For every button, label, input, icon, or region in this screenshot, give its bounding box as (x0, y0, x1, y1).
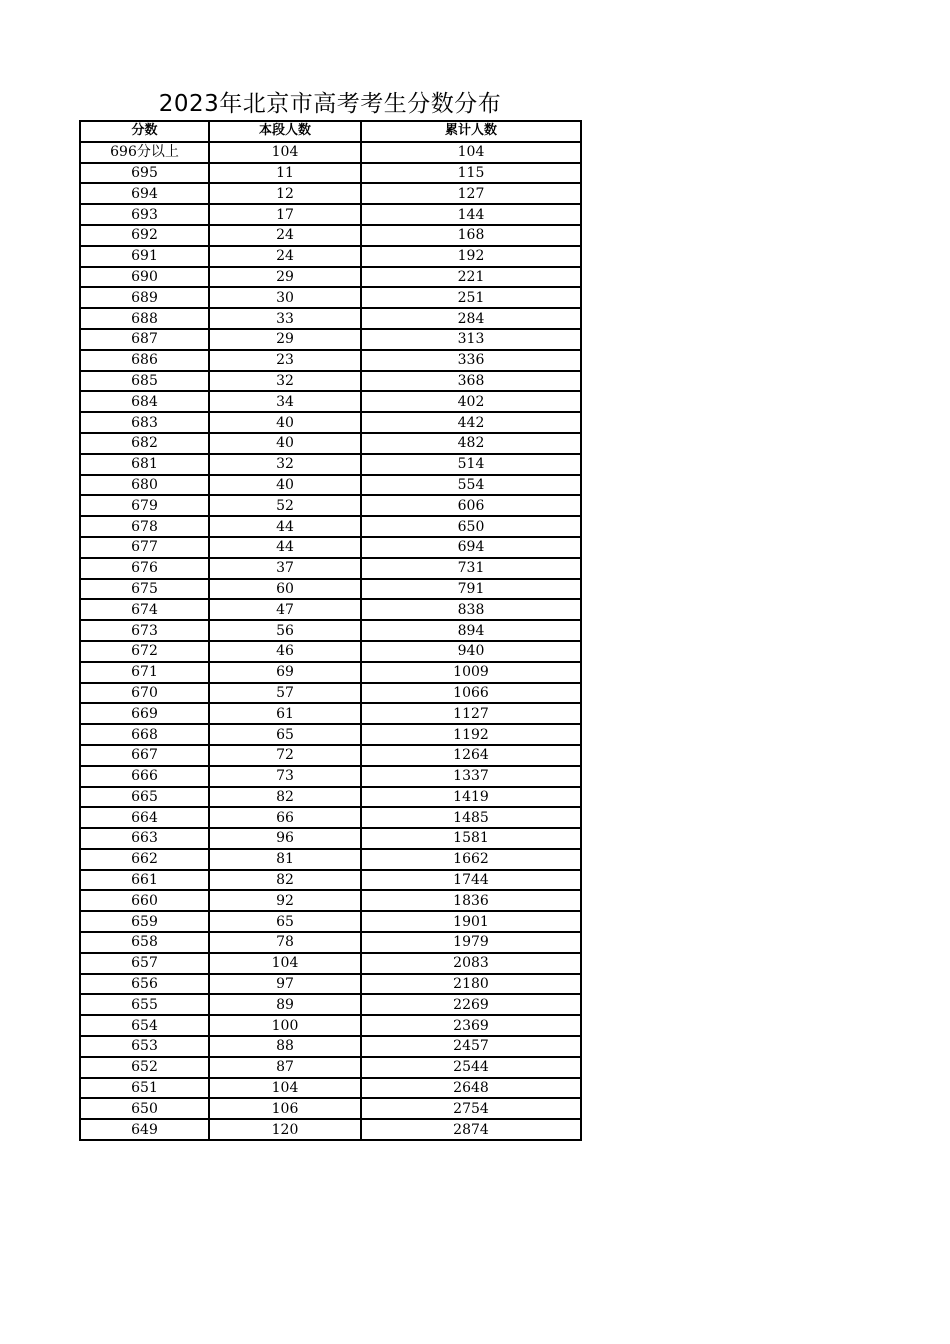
segment-count-cell: 24 (209, 246, 361, 267)
score-cell: 670 (80, 683, 209, 704)
table-row (80, 516, 581, 537)
cumulative-count-cell: 940 (361, 641, 581, 662)
cumulative-count-cell: 2180 (361, 974, 581, 995)
score-cell: 655 (80, 994, 209, 1015)
table-row (80, 994, 581, 1015)
score-cell: 681 (80, 454, 209, 475)
cumulative-count-cell: 1662 (361, 849, 581, 870)
cumulative-count-cell: 284 (361, 308, 581, 329)
cumulative-count-cell: 1127 (361, 703, 581, 724)
cumulative-count-cell: 791 (361, 579, 581, 600)
score-cell: 668 (80, 724, 209, 745)
table-row (80, 1036, 581, 1057)
cumulative-count-cell: 1419 (361, 787, 581, 808)
table-row (80, 703, 581, 724)
segment-count-cell: 29 (209, 267, 361, 288)
score-cell: 684 (80, 391, 209, 412)
score-cell: 654 (80, 1015, 209, 1036)
score-cell: 683 (80, 412, 209, 433)
score-cell: 676 (80, 558, 209, 579)
column-header-cumulative-count: 累计人数 (361, 121, 581, 142)
table-row (80, 267, 581, 288)
table-row (80, 890, 581, 911)
cumulative-count-cell: 2874 (361, 1119, 581, 1140)
cumulative-count-cell: 104 (361, 142, 581, 163)
segment-count-cell: 32 (209, 371, 361, 392)
score-cell: 659 (80, 911, 209, 932)
segment-count-cell: 37 (209, 558, 361, 579)
cumulative-count-cell: 336 (361, 350, 581, 371)
segment-count-cell: 40 (209, 412, 361, 433)
cumulative-count-cell: 482 (361, 433, 581, 454)
table-row (80, 932, 581, 953)
score-cell: 677 (80, 537, 209, 558)
table-row (80, 433, 581, 454)
segment-count-cell: 32 (209, 454, 361, 475)
cumulative-count-cell: 192 (361, 246, 581, 267)
segment-count-cell: 65 (209, 724, 361, 745)
table-row (80, 849, 581, 870)
score-cell: 649 (80, 1119, 209, 1140)
table-row (80, 163, 581, 184)
segment-count-cell: 104 (209, 953, 361, 974)
segment-count-cell: 29 (209, 329, 361, 350)
score-cell: 688 (80, 308, 209, 329)
cumulative-count-cell: 1581 (361, 828, 581, 849)
table-row (80, 974, 581, 995)
segment-count-cell: 104 (209, 1078, 361, 1099)
cumulative-count-cell: 1192 (361, 724, 581, 745)
score-cell: 678 (80, 516, 209, 537)
segment-count-cell: 92 (209, 890, 361, 911)
cumulative-count-cell: 2083 (361, 953, 581, 974)
table-row (80, 204, 581, 225)
score-cell: 692 (80, 225, 209, 246)
segment-count-cell: 44 (209, 537, 361, 558)
cumulative-count-cell: 1901 (361, 911, 581, 932)
table-row (80, 225, 581, 246)
segment-count-cell: 88 (209, 1036, 361, 1057)
table-row (80, 1119, 581, 1140)
segment-count-cell: 46 (209, 641, 361, 662)
cumulative-count-cell: 838 (361, 599, 581, 620)
score-cell: 657 (80, 953, 209, 974)
segment-count-cell: 11 (209, 163, 361, 184)
cumulative-count-cell: 650 (361, 516, 581, 537)
score-cell: 672 (80, 641, 209, 662)
score-cell: 662 (80, 849, 209, 870)
segment-count-cell: 40 (209, 475, 361, 496)
table-row (80, 1098, 581, 1119)
score-cell: 673 (80, 620, 209, 641)
segment-count-cell: 12 (209, 183, 361, 204)
segment-count-cell: 69 (209, 662, 361, 683)
table-row (80, 1078, 581, 1099)
cumulative-count-cell: 554 (361, 475, 581, 496)
table-row (80, 308, 581, 329)
score-cell: 671 (80, 662, 209, 683)
column-header-segment-count: 本段人数 (209, 121, 361, 142)
segment-count-cell: 61 (209, 703, 361, 724)
score-cell: 682 (80, 433, 209, 454)
score-cell: 680 (80, 475, 209, 496)
cumulative-count-cell: 514 (361, 454, 581, 475)
segment-count-cell: 78 (209, 932, 361, 953)
segment-count-cell: 66 (209, 807, 361, 828)
table-row (80, 579, 581, 600)
score-cell: 665 (80, 787, 209, 808)
table-row (80, 745, 581, 766)
score-cell: 686 (80, 350, 209, 371)
cumulative-count-cell: 1264 (361, 745, 581, 766)
cumulative-count-cell: 368 (361, 371, 581, 392)
table-row (80, 641, 581, 662)
segment-count-cell: 87 (209, 1057, 361, 1078)
cumulative-count-cell: 144 (361, 204, 581, 225)
segment-count-cell: 106 (209, 1098, 361, 1119)
table-row (80, 1057, 581, 1078)
column-header-score: 分数 (80, 121, 209, 142)
cumulative-count-cell: 168 (361, 225, 581, 246)
segment-count-cell: 72 (209, 745, 361, 766)
table-row (80, 350, 581, 371)
score-cell: 689 (80, 287, 209, 308)
score-cell: 651 (80, 1078, 209, 1099)
cumulative-count-cell: 1836 (361, 890, 581, 911)
segment-count-cell: 97 (209, 974, 361, 995)
cumulative-count-cell: 1066 (361, 683, 581, 704)
table-row (80, 246, 581, 267)
table-row (80, 371, 581, 392)
score-cell: 652 (80, 1057, 209, 1078)
segment-count-cell: 24 (209, 225, 361, 246)
table-row (80, 724, 581, 745)
cumulative-count-cell: 402 (361, 391, 581, 412)
table-row (80, 870, 581, 891)
segment-count-cell: 60 (209, 579, 361, 600)
cumulative-count-cell: 221 (361, 267, 581, 288)
table-row (80, 537, 581, 558)
cumulative-count-cell: 2369 (361, 1015, 581, 1036)
cumulative-count-cell: 1009 (361, 662, 581, 683)
page-title: 2023年北京市高考考生分数分布 (158, 91, 502, 117)
table-body (80, 142, 581, 1140)
score-cell: 674 (80, 599, 209, 620)
table-row (80, 391, 581, 412)
table-row (80, 454, 581, 475)
cumulative-count-cell: 2754 (361, 1098, 581, 1119)
cumulative-count-cell: 251 (361, 287, 581, 308)
cumulative-count-cell: 731 (361, 558, 581, 579)
cumulative-count-cell: 127 (361, 183, 581, 204)
score-cell: 675 (80, 579, 209, 600)
segment-count-cell: 57 (209, 683, 361, 704)
segment-count-cell: 82 (209, 787, 361, 808)
segment-count-cell: 56 (209, 620, 361, 641)
table-row (80, 766, 581, 787)
table-row (80, 142, 581, 163)
cumulative-count-cell: 694 (361, 537, 581, 558)
segment-count-cell: 73 (209, 766, 361, 787)
cumulative-count-cell: 313 (361, 329, 581, 350)
cumulative-count-cell: 2648 (361, 1078, 581, 1099)
table-row (80, 329, 581, 350)
score-cell: 696分以上 (80, 142, 209, 163)
table-row (80, 412, 581, 433)
table-row (80, 787, 581, 808)
score-cell: 687 (80, 329, 209, 350)
cumulative-count-cell: 115 (361, 163, 581, 184)
score-cell: 663 (80, 828, 209, 849)
score-cell: 685 (80, 371, 209, 392)
score-cell: 653 (80, 1036, 209, 1057)
score-cell: 658 (80, 932, 209, 953)
score-cell: 660 (80, 890, 209, 911)
score-cell: 667 (80, 745, 209, 766)
cumulative-count-cell: 2269 (361, 994, 581, 1015)
segment-count-cell: 33 (209, 308, 361, 329)
segment-count-cell: 65 (209, 911, 361, 932)
cumulative-count-cell: 1979 (361, 932, 581, 953)
table-row (80, 911, 581, 932)
segment-count-cell: 96 (209, 828, 361, 849)
cumulative-count-cell: 1337 (361, 766, 581, 787)
segment-count-cell: 52 (209, 495, 361, 516)
table-row (80, 599, 581, 620)
score-cell: 690 (80, 267, 209, 288)
score-cell: 656 (80, 974, 209, 995)
segment-count-cell: 104 (209, 142, 361, 163)
segment-count-cell: 100 (209, 1015, 361, 1036)
table-row (80, 183, 581, 204)
table-row (80, 953, 581, 974)
cumulative-count-cell: 1744 (361, 870, 581, 891)
segment-count-cell: 44 (209, 516, 361, 537)
cumulative-count-cell: 1485 (361, 807, 581, 828)
table-header-row (80, 121, 581, 142)
cumulative-count-cell: 894 (361, 620, 581, 641)
score-cell: 693 (80, 204, 209, 225)
score-cell: 650 (80, 1098, 209, 1119)
score-cell: 664 (80, 807, 209, 828)
table-row (80, 828, 581, 849)
score-cell: 694 (80, 183, 209, 204)
score-cell: 691 (80, 246, 209, 267)
segment-count-cell: 40 (209, 433, 361, 454)
table-row (80, 475, 581, 496)
segment-count-cell: 81 (209, 849, 361, 870)
cumulative-count-cell: 2457 (361, 1036, 581, 1057)
segment-count-cell: 30 (209, 287, 361, 308)
table-row (80, 683, 581, 704)
segment-count-cell: 34 (209, 391, 361, 412)
table-row (80, 495, 581, 516)
score-distribution-table (79, 120, 582, 1141)
score-cell: 669 (80, 703, 209, 724)
segment-count-cell: 23 (209, 350, 361, 371)
cumulative-count-cell: 606 (361, 495, 581, 516)
cumulative-count-cell: 2544 (361, 1057, 581, 1078)
segment-count-cell: 120 (209, 1119, 361, 1140)
score-cell: 666 (80, 766, 209, 787)
table-row (80, 558, 581, 579)
table-row (80, 662, 581, 683)
score-cell: 695 (80, 163, 209, 184)
segment-count-cell: 89 (209, 994, 361, 1015)
cumulative-count-cell: 442 (361, 412, 581, 433)
table-row (80, 807, 581, 828)
table-row (80, 620, 581, 641)
table-row (80, 1015, 581, 1036)
score-cell: 661 (80, 870, 209, 891)
table-row (80, 287, 581, 308)
segment-count-cell: 47 (209, 599, 361, 620)
score-cell: 679 (80, 495, 209, 516)
segment-count-cell: 17 (209, 204, 361, 225)
segment-count-cell: 82 (209, 870, 361, 891)
